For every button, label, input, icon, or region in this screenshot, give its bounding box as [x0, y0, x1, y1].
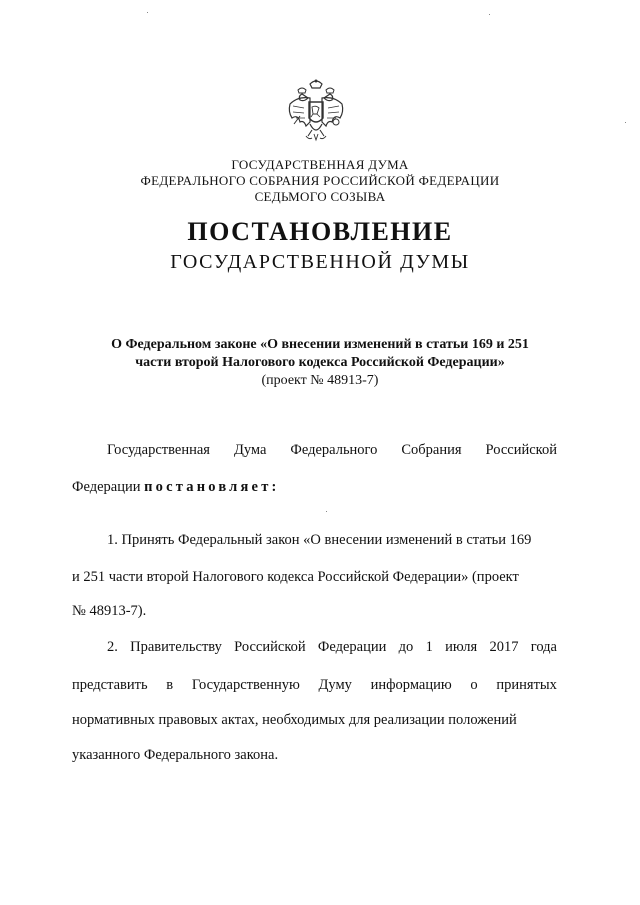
scan-speck: [326, 511, 327, 512]
header-line-2: ФЕДЕРАЛЬНОГО СОБРАНИЯ РОССИЙСКОЙ ФЕДЕРАЦИИ: [140, 173, 500, 188]
item2-line-2: [72, 676, 557, 694]
scan-speck: [147, 12, 148, 13]
item2-word: информацию: [370, 677, 452, 693]
item2-word: Думу: [318, 677, 352, 693]
scan-speck: [489, 14, 490, 15]
preamble-word: Федерального: [290, 442, 378, 458]
project-number: (проект № 48913-7): [261, 373, 379, 388]
subject-line-1: О Федеральном законе «О внесении изменений в статьи 169 и 251: [111, 337, 529, 352]
preamble-federation: Федерации: [72, 479, 141, 495]
item2-word: о: [470, 677, 478, 693]
item2-word: принятых: [496, 677, 557, 693]
item2-word: Российской: [234, 639, 306, 655]
item2-word: 2.: [107, 639, 118, 655]
item2-word: Государственную: [191, 677, 300, 693]
preamble-word: Дума: [233, 442, 267, 458]
item2-line-3: нормативных правовых актах, необходимых для реализации положений: [72, 712, 517, 728]
preamble-word: Собрания: [401, 442, 462, 458]
item1-line-2: и 251 части второй Налогового кодекса Российской Федерации» (проект: [72, 569, 519, 585]
document-subtitle: ГОСУДАРСТВЕННОЙ ДУМЫ: [170, 251, 470, 273]
scan-speck: [625, 122, 626, 123]
item2-word: в: [166, 677, 174, 693]
item1-line-1: 1. Принять Федеральный закон «О внесении изменений в статьи 169: [107, 532, 532, 548]
russian-coat-of-arms-icon: [284, 78, 348, 152]
preamble-word: Государственная: [107, 442, 210, 458]
item2-word: июля: [445, 639, 478, 655]
item2-word: представить: [72, 677, 148, 693]
preamble-resolves: постановляет:: [144, 479, 280, 495]
item2-word: года: [530, 639, 557, 655]
subject-line-2: части второй Налогового кодекса Российской Федерации»: [135, 355, 505, 370]
item2-line-4: указанного Федерального закона.: [72, 747, 279, 763]
item2-word: Правительству: [130, 639, 222, 655]
item2-word: 1: [425, 639, 433, 655]
preamble-line-2: [72, 478, 280, 496]
item2-word: до: [398, 639, 414, 655]
document-title: ПОСТАНОВЛЕНИЕ: [187, 217, 453, 246]
item2-word: Федерации: [317, 639, 387, 655]
preamble-word: Российской: [485, 442, 557, 458]
item2-word: 2017: [489, 639, 519, 655]
preamble-line-1: [107, 441, 557, 459]
item2-line-1: [107, 638, 557, 656]
header-line-3: СЕДЬМОГО СОЗЫВА: [254, 189, 386, 204]
header-line-1: ГОСУДАРСТВЕННАЯ ДУМА: [231, 157, 409, 172]
item1-line-3: № 48913-7).: [72, 603, 147, 619]
